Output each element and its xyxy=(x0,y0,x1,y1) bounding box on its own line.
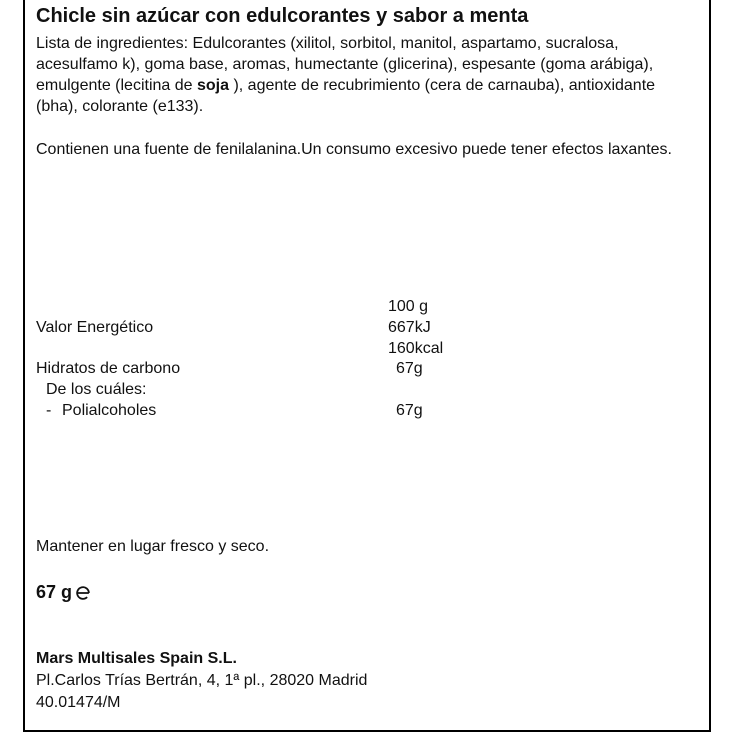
e-mark-icon xyxy=(74,584,92,602)
energy-kj-value: 667kJ xyxy=(388,319,431,336)
ingredients-list xyxy=(36,33,686,117)
storage-instructions: Mantener en lugar fresco y seco. xyxy=(36,538,270,555)
nutrition-header-100g: 100 g xyxy=(388,298,429,315)
polyols-value: 67g xyxy=(396,402,423,419)
energy-label: Valor Energético xyxy=(36,319,154,336)
ingredients-text: Lista de ingredientes: Edulcorantes (xilitol, sorbitol, manitol, aspartamo, sucralosa, acesulfamo k), goma base, aromas, humectante (glicerina), espesante (goma arábiga), emulgente (lecitina de xyxy=(36,35,654,94)
carbs-label: Hidratos de carbono xyxy=(36,360,181,377)
company-address: Pl.Carlos Trías Bertrán, 4, 1ª pl., 28020 Madrid xyxy=(36,672,368,689)
net-weight-value: 67 g xyxy=(36,582,73,602)
net-weight xyxy=(36,582,92,603)
energy-kcal-value: 160kcal xyxy=(388,340,444,357)
carbs-value: 67g xyxy=(396,360,423,377)
registration-number: 40.01474/M xyxy=(36,694,121,711)
polyols-label: Polialcoholes xyxy=(62,402,157,419)
ingredients-text-end: ), agente de recubrimiento (cera de carnauba), antioxidante (bha), colorante (e133). xyxy=(36,77,656,115)
allergen-soja: soja xyxy=(196,77,229,94)
product-title: Chicle sin azúcar con edulcorantes y sabor a menta xyxy=(36,5,529,27)
company-name: Mars Multisales Spain S.L. xyxy=(36,650,237,667)
of-which-label: De los cuáles: xyxy=(46,381,147,398)
polyols-dash: - xyxy=(46,402,52,419)
phenylalanine-warning: Contienen una fuente de fenilalanina.Un consumo excesivo puede tener efectos laxantes. xyxy=(36,141,672,158)
